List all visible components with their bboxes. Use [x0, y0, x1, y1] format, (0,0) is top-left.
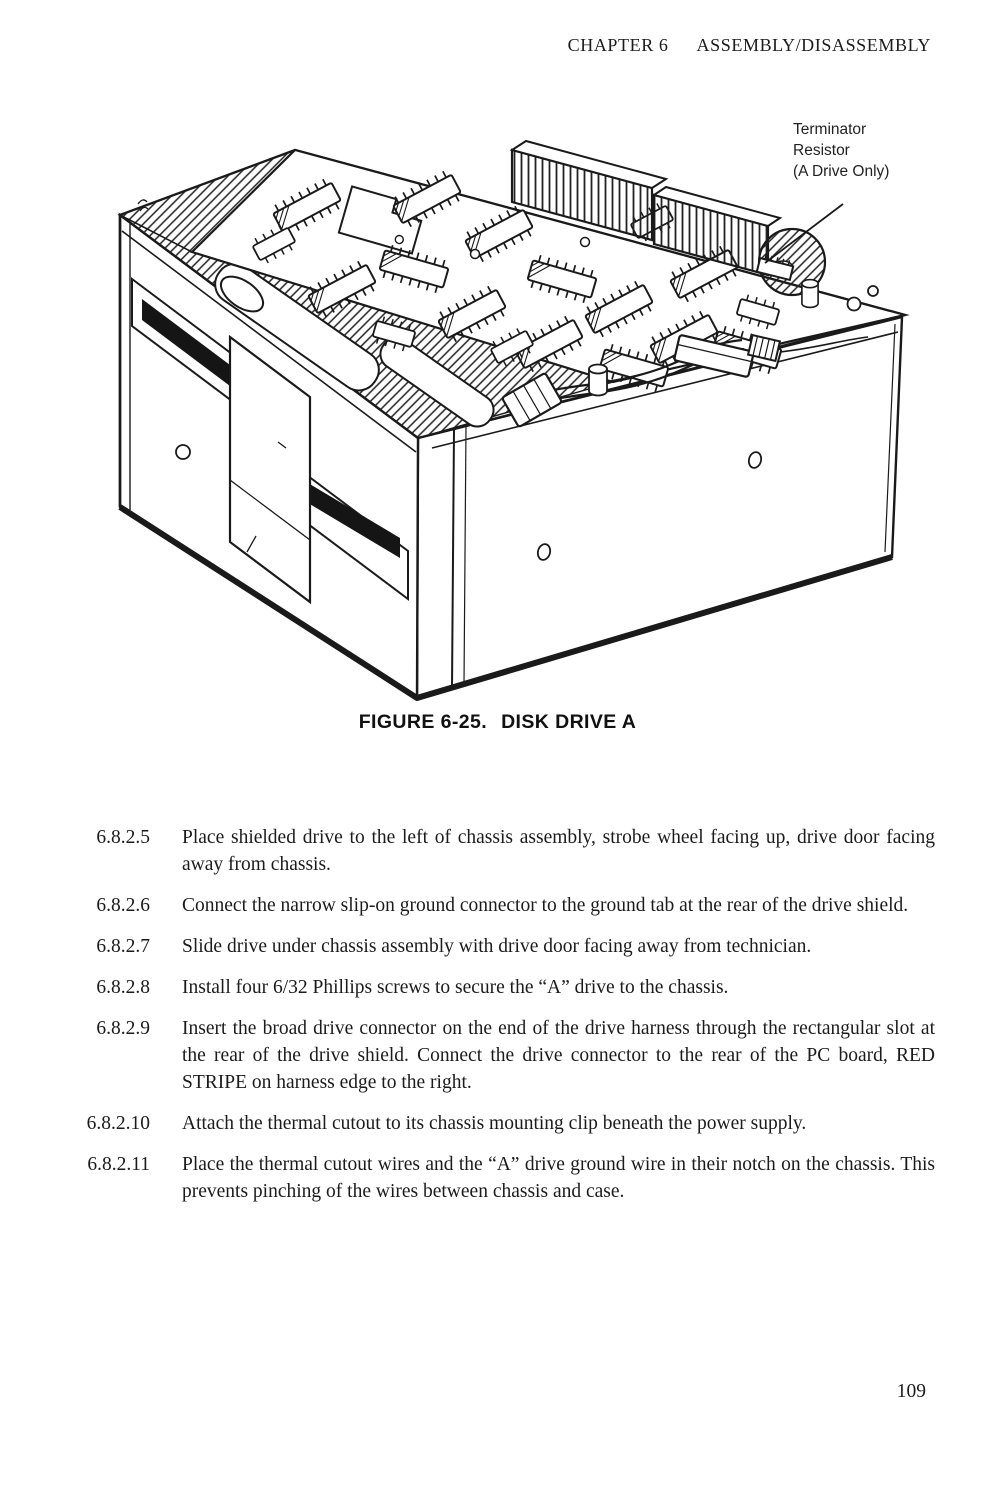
- figure-caption-number: FIGURE 6-25.: [358, 711, 488, 733]
- callout-line-3: (A Drive Only): [793, 163, 890, 180]
- step-text: Attach the thermal cutout to its chassis mounting clip beneath the power supply.: [182, 1113, 807, 1134]
- step-text: Install four 6/32 Phillips screws to secure the “A” drive to the chassis.: [182, 977, 729, 998]
- callout-line-1: Terminator: [793, 121, 867, 138]
- figure-callout: [793, 119, 889, 182]
- screw-head: [868, 286, 878, 296]
- step-item: [58, 933, 935, 960]
- chapter-label: CHAPTER 6: [567, 35, 669, 55]
- step-number: 6.8.2.11: [87, 1154, 150, 1175]
- step-number: 6.8.2.8: [96, 977, 150, 998]
- standoff-cylinder: [589, 365, 607, 396]
- step-item: [58, 974, 935, 1001]
- step-text: Connect the narrow slip-on ground connector to the ground tab at the rear of the drive shield.: [182, 895, 909, 916]
- chapter-title: ASSEMBLY/DISASSEMBLY: [696, 35, 931, 55]
- callout-line-2: Resistor: [793, 142, 850, 159]
- step-number: 6.8.2.6: [96, 895, 150, 916]
- step-item: [58, 824, 935, 878]
- instruction-steps: [58, 824, 935, 1219]
- screw-hole-mark: [176, 445, 190, 459]
- step-number: 6.8.2.7: [96, 936, 150, 957]
- step-item: [58, 1151, 935, 1205]
- step-number: 6.8.2.10: [86, 1113, 150, 1134]
- step-item: [58, 1110, 935, 1137]
- step-text: Slide drive under chassis assembly with drive door facing away from technician.: [182, 936, 812, 957]
- step-number: 6.8.2.9: [96, 1018, 150, 1039]
- step-text: Insert the broad drive connector on the end of the drive harness through the rectangular slot at the rear of the drive shield. Connect the drive connector to the rear of the PC board, RED STRIPE on harness edge to the right.: [182, 1018, 935, 1093]
- step-text: Place shielded drive to the left of chassis assembly, strobe wheel facing up, drive door facing away from chassis.: [182, 827, 935, 875]
- step-item: [58, 892, 935, 919]
- step-item: [58, 1015, 935, 1096]
- figure-caption-title: DISK DRIVE A: [501, 711, 637, 733]
- standoff-cylinder: [802, 280, 818, 308]
- step-number: 6.8.2.5: [96, 827, 150, 848]
- step-text: Place the thermal cutout wires and the “A” drive ground wire in their notch on the chassis. This prevents pinching of the wires between chassis and case.: [182, 1154, 935, 1202]
- screw-head: [848, 298, 861, 311]
- page-number: 109: [896, 1381, 926, 1402]
- page-header: [568, 35, 931, 56]
- figure-6-25: [42, 82, 952, 722]
- figure-caption: [0, 711, 995, 734]
